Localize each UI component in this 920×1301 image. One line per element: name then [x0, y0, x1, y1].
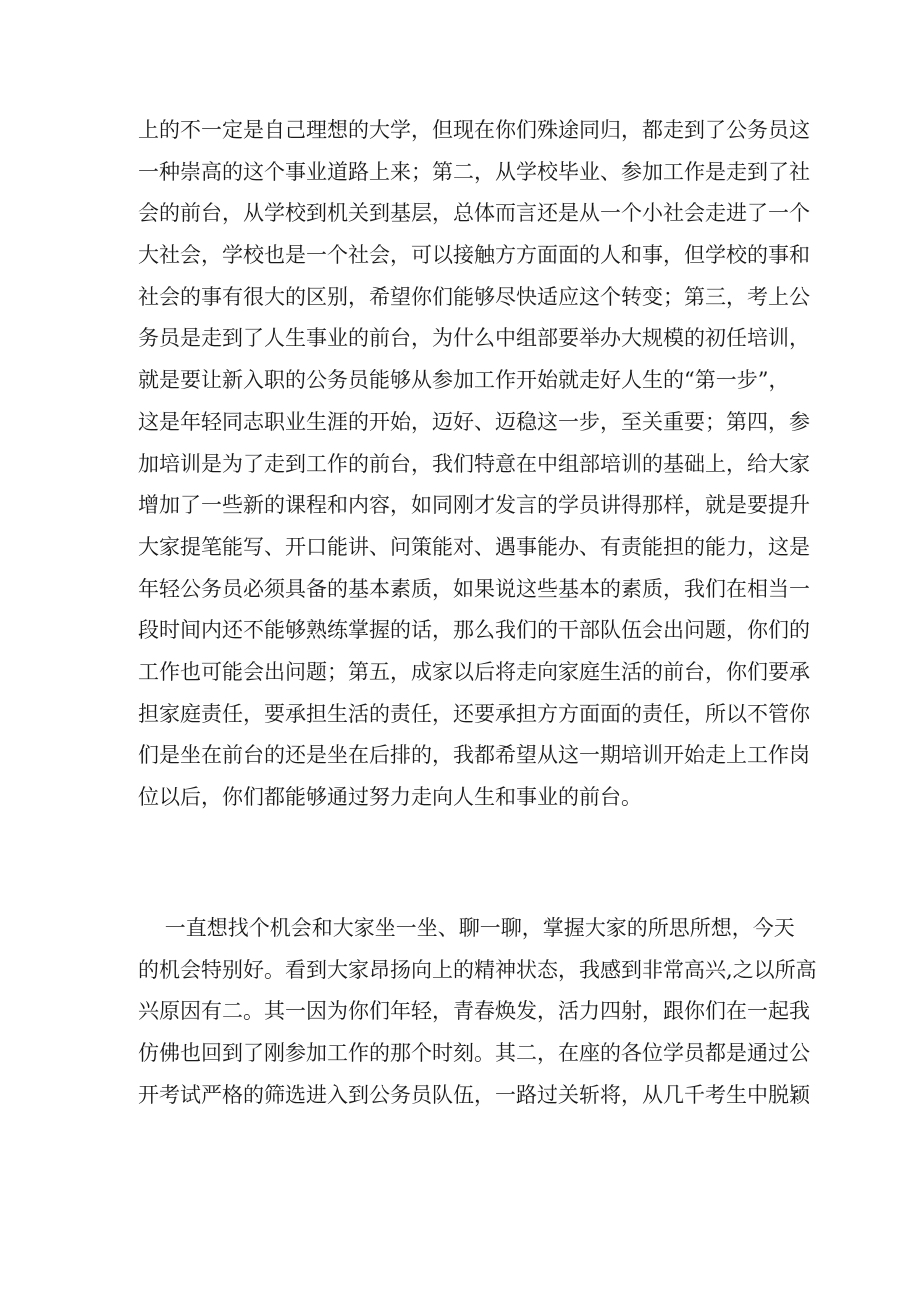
- text-line: 大社会，学校也是一个社会，可以接触方方面面的人和事，但学校的事和: [138, 243, 810, 268]
- text-line: 上的不一定是自己理想的大学，但现在你们殊途同归，都走到了公务员这: [138, 118, 810, 142]
- text-line-last: 位以后，你们都能够通过努力走向人生和事业的前台。: [138, 785, 642, 809]
- text-line: 就是要让新入职的公务员能够从参加工作开始就走好人生的“第一步”，: [138, 368, 790, 393]
- text-line: 担家庭责任，要承担生活的责任，还要承担方方面面的责任，所以不管你: [138, 701, 810, 726]
- paragraph-2: [138, 908, 817, 1116]
- text-line: 们是坐在前台的还是坐在后排的，我都希望从这一期培训开始走上工作岗: [138, 743, 810, 768]
- text-line: 务员是走到了人生事业的前台，为什么中组部要举办大规模的初任培训，: [138, 326, 810, 351]
- text-line: 社会的事有很大的区别，希望你们能够尽快适应这个转变；第三，考上公: [138, 284, 810, 309]
- paragraph-1: [138, 110, 810, 819]
- text-line: 工作也可能会出问题；第五，成家以后将走向家庭生活的前台，你们要承: [138, 659, 810, 684]
- text-line: 兴原因有二。其一因为你们年轻，青春焕发，活力四射，跟你们在一起我: [138, 999, 810, 1024]
- text-line: 会的前台，从学校到机关到基层，总体而言还是从一个小社会走进了一个: [138, 201, 810, 226]
- text-line: 开考试严格的筛选进入到公务员队伍，一路过关斩将，从几千考生中脱颖: [138, 1082, 810, 1107]
- text-line: 仿佛也回到了刚参加工作的那个时刻。其二，在座的各位学员都是通过公: [138, 1041, 810, 1066]
- text-line: 的机会特别好。看到大家昂扬向上的精神状态，我感到非常高兴,之以所高: [138, 957, 817, 982]
- text-line: 大家提笔能写、开口能讲、问策能对、遇事能办、有责能担的能力，这是: [138, 534, 810, 559]
- text-line: 增加了一些新的课程和内容，如同刚才发言的学员讲得那样，就是要提升: [138, 493, 810, 518]
- text-line: 段时间内还不能够熟练掌握的话，那么我们的干部队伍会出问题，你们的: [138, 618, 810, 643]
- text-line-indented: 一直想找个机会和大家坐一坐、聊一聊，掌握大家的所思所想，今天: [138, 916, 795, 940]
- text-line: 年轻公务员必须具备的基本素质，如果说这些基本的素质，我们在相当一: [138, 576, 810, 601]
- text-line: 加培训是为了走到工作的前台，我们特意在中组部培训的基础上，给大家: [138, 451, 810, 476]
- text-line: 一种崇高的这个事业道路上来；第二，从学校毕业、参加工作是走到了社: [138, 159, 810, 184]
- text-line: 这是年轻同志职业生涯的开始，迈好、迈稳这一步，至关重要；第四，参: [138, 409, 810, 434]
